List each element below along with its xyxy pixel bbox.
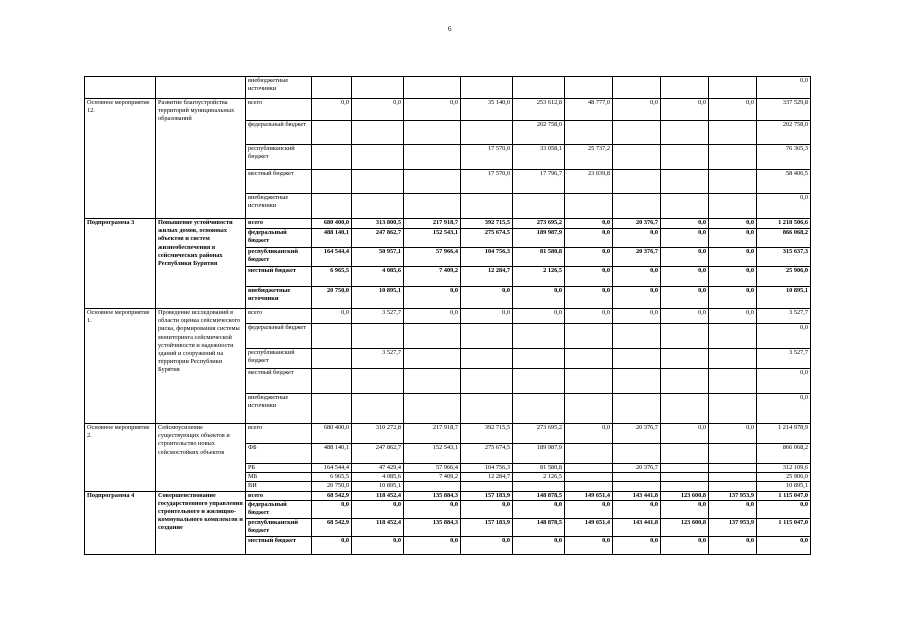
total-cell: 1 214 978,9	[757, 424, 811, 444]
amount-cell: 0,0	[312, 99, 352, 121]
table-row	[85, 309, 811, 324]
total-cell: 3 527,7	[757, 309, 811, 324]
amount-cell	[565, 473, 613, 482]
total-cell: 58 406,5	[757, 170, 811, 194]
amount-cell: 143 441,8	[613, 518, 661, 536]
amount-cell	[709, 482, 757, 491]
amount-cell	[613, 394, 661, 424]
amount-cell: 23 039,8	[565, 170, 613, 194]
amount-cell	[709, 194, 757, 219]
amount-cell	[661, 121, 709, 145]
amount-cell	[709, 170, 757, 194]
amount-cell	[613, 121, 661, 145]
amount-cell: 4 085,6	[352, 473, 404, 482]
amount-cell: 0,0	[661, 536, 709, 554]
amount-cell	[352, 145, 404, 170]
total-cell: 202 758,0	[757, 121, 811, 145]
amount-cell: 189 987,9	[513, 229, 565, 248]
total-cell: 25 906,0	[757, 473, 811, 482]
amount-cell: 0,0	[613, 536, 661, 554]
amount-cell: 118 452,4	[352, 491, 404, 500]
amount-cell: 104 756,3	[461, 464, 513, 473]
amount-cell: 0,0	[661, 309, 709, 324]
amount-cell: 0,0	[565, 536, 613, 554]
amount-cell: 20 750,0	[312, 287, 352, 309]
amount-cell: 35 140,0	[461, 99, 513, 121]
amount-cell	[513, 369, 565, 394]
amount-cell: 33 058,1	[513, 145, 565, 170]
amount-cell	[404, 349, 461, 369]
total-cell: 312 109,6	[757, 464, 811, 473]
activity-title: Основное мероприятие 2.	[85, 424, 156, 492]
activity-title: Подпрограмма 3	[85, 219, 156, 309]
activity-description: Совершенствование государственного управления строительного и жилищно-коммунального комплексов и создание	[156, 491, 246, 554]
amount-cell: 310 272,8	[352, 424, 404, 444]
amount-cell: 0,0	[661, 424, 709, 444]
amount-cell: 2 126,5	[513, 267, 565, 287]
amount-cell: 17 796,7	[513, 170, 565, 194]
amount-cell	[565, 444, 613, 464]
amount-cell: 0,0	[404, 500, 461, 518]
amount-cell	[661, 324, 709, 349]
funding-source: всего	[246, 309, 312, 324]
amount-cell: 164 544,4	[312, 464, 352, 473]
funding-source: внебюджетные источники	[246, 77, 312, 99]
amount-cell	[312, 324, 352, 349]
activity-description: Сейсмоусиление существующих объектов и строительство новых сейсмостойких объектов	[156, 424, 246, 492]
amount-cell	[312, 77, 352, 99]
amount-cell: 7 409,2	[404, 267, 461, 287]
total-cell: 866 068,2	[757, 229, 811, 248]
total-cell: 10 895,1	[757, 482, 811, 491]
amount-cell	[565, 324, 613, 349]
amount-cell: 0,0	[661, 500, 709, 518]
activity-description: Повышение устойчивости жилых домов, основных объектов и систем жизнеобеспечения в сейсмических районах Республики Бурятия	[156, 219, 246, 309]
amount-cell	[565, 77, 613, 99]
amount-cell: 149 651,4	[565, 491, 613, 500]
amount-cell: 2 126,5	[513, 473, 565, 482]
funding-source: ФБ	[246, 444, 312, 464]
amount-cell	[661, 349, 709, 369]
amount-cell: 0,0	[352, 500, 404, 518]
amount-cell	[661, 473, 709, 482]
amount-cell: 7 409,2	[404, 473, 461, 482]
table-row	[85, 77, 811, 99]
amount-cell	[661, 369, 709, 394]
funding-source: федеральный бюджет	[246, 324, 312, 349]
amount-cell	[613, 482, 661, 491]
amount-cell	[709, 369, 757, 394]
amount-cell: 57 966,4	[404, 464, 461, 473]
amount-cell	[352, 77, 404, 99]
amount-cell	[404, 170, 461, 194]
funding-source: местный бюджет	[246, 267, 312, 287]
funding-source: внебюджетные источники	[246, 194, 312, 219]
total-cell: 866 068,2	[757, 444, 811, 464]
amount-cell: 313 800,5	[352, 219, 404, 229]
amount-cell: 0,0	[565, 309, 613, 324]
amount-cell	[461, 482, 513, 491]
amount-cell	[513, 324, 565, 349]
amount-cell: 81 580,8	[513, 248, 565, 267]
amount-cell: 148 878,5	[513, 491, 565, 500]
amount-cell: 0,0	[613, 287, 661, 309]
amount-cell	[565, 394, 613, 424]
amount-cell	[461, 394, 513, 424]
amount-cell: 0,0	[613, 309, 661, 324]
amount-cell	[661, 464, 709, 473]
amount-cell: 0,0	[352, 536, 404, 554]
amount-cell	[404, 121, 461, 145]
amount-cell	[352, 369, 404, 394]
amount-cell	[312, 349, 352, 369]
amount-cell: 157 183,9	[461, 491, 513, 500]
funding-source: всего	[246, 219, 312, 229]
amount-cell: 0,0	[312, 536, 352, 554]
amount-cell	[565, 194, 613, 219]
total-cell: 0,0	[757, 394, 811, 424]
funding-source: РБ	[246, 464, 312, 473]
amount-cell: 0,0	[461, 287, 513, 309]
activity-title	[85, 77, 156, 99]
amount-cell: 0,0	[709, 309, 757, 324]
amount-cell	[709, 473, 757, 482]
page-number: 6	[448, 25, 452, 33]
amount-cell	[312, 194, 352, 219]
amount-cell: 253 612,8	[513, 99, 565, 121]
amount-cell: 0,0	[461, 500, 513, 518]
amount-cell	[661, 145, 709, 170]
amount-cell: 0,0	[565, 500, 613, 518]
amount-cell: 135 884,3	[404, 491, 461, 500]
amount-cell	[404, 194, 461, 219]
amount-cell: 17 570,0	[461, 145, 513, 170]
total-cell: 1 115 047,0	[757, 491, 811, 500]
total-cell: 1 218 506,6	[757, 219, 811, 229]
amount-cell: 0,0	[565, 219, 613, 229]
funding-source: внебюджетные источники	[246, 394, 312, 424]
amount-cell: 12 284,7	[461, 267, 513, 287]
amount-cell: 68 542,9	[312, 491, 352, 500]
amount-cell	[461, 77, 513, 99]
amount-cell: 6 965,5	[312, 267, 352, 287]
amount-cell	[709, 464, 757, 473]
amount-cell: 0,0	[661, 287, 709, 309]
amount-cell: 0,0	[404, 99, 461, 121]
amount-cell: 135 884,3	[404, 518, 461, 536]
amount-cell: 0,0	[513, 500, 565, 518]
amount-cell	[661, 394, 709, 424]
funding-source: республиканский бюджет	[246, 248, 312, 267]
amount-cell: 0,0	[709, 500, 757, 518]
amount-cell: 157 183,9	[461, 518, 513, 536]
amount-cell	[565, 349, 613, 369]
amount-cell: 247 862,7	[352, 444, 404, 464]
amount-cell: 0,0	[404, 536, 461, 554]
amount-cell: 0,0	[352, 99, 404, 121]
funding-source: местный бюджет	[246, 170, 312, 194]
total-cell: 0,0	[757, 194, 811, 219]
amount-cell: 680 400,0	[312, 219, 352, 229]
amount-cell: 0,0	[312, 500, 352, 518]
funding-source: всего	[246, 491, 312, 500]
amount-cell	[709, 121, 757, 145]
table-row	[85, 219, 811, 229]
amount-cell: 0,0	[513, 309, 565, 324]
amount-cell	[461, 194, 513, 219]
total-cell: 10 895,1	[757, 287, 811, 309]
amount-cell	[404, 394, 461, 424]
funding-source: ВИ	[246, 482, 312, 491]
amount-cell: 0,0	[461, 309, 513, 324]
amount-cell	[709, 145, 757, 170]
amount-cell	[404, 145, 461, 170]
amount-cell: 0,0	[709, 248, 757, 267]
amount-cell: 17 570,0	[461, 170, 513, 194]
amount-cell: 152 543,1	[404, 229, 461, 248]
amount-cell: 0,0	[565, 424, 613, 444]
amount-cell: 0,0	[661, 248, 709, 267]
amount-cell: 4 085,6	[352, 267, 404, 287]
amount-cell: 137 953,9	[709, 518, 757, 536]
amount-cell: 273 695,2	[513, 219, 565, 229]
amount-cell: 104 756,3	[461, 248, 513, 267]
amount-cell	[565, 464, 613, 473]
total-cell: 76 365,3	[757, 145, 811, 170]
amount-cell: 148 878,5	[513, 518, 565, 536]
total-cell: 315 637,3	[757, 248, 811, 267]
amount-cell: 680 400,0	[312, 424, 352, 444]
amount-cell: 68 542,9	[312, 518, 352, 536]
amount-cell: 392 715,5	[461, 424, 513, 444]
amount-cell: 0,0	[709, 536, 757, 554]
amount-cell: 0,0	[709, 287, 757, 309]
amount-cell: 0,0	[404, 309, 461, 324]
amount-cell: 0,0	[312, 309, 352, 324]
amount-cell	[613, 349, 661, 369]
amount-cell	[352, 170, 404, 194]
amount-cell	[404, 369, 461, 394]
amount-cell	[513, 482, 565, 491]
amount-cell: 149 651,4	[565, 518, 613, 536]
funding-source: федеральный бюджет	[246, 500, 312, 518]
amount-cell: 0,0	[709, 229, 757, 248]
amount-cell: 202 758,0	[513, 121, 565, 145]
funding-source: всего	[246, 424, 312, 444]
amount-cell	[709, 444, 757, 464]
amount-cell	[513, 194, 565, 219]
amount-cell: 217 918,7	[404, 219, 461, 229]
table-row	[85, 99, 811, 121]
funding-source: внебюджетные источники	[246, 287, 312, 309]
amount-cell: 123 600,8	[661, 518, 709, 536]
amount-cell: 488 140,1	[312, 229, 352, 248]
total-cell: 3 527,7	[757, 349, 811, 369]
amount-cell: 3 527,7	[352, 349, 404, 369]
activity-description: Проведение исследований в области оценка сейсмического риска, формирования системы мониторинга сейсмической устойчивости и надежности зданий и сооружений на территории Республики Бурятия	[156, 309, 246, 424]
amount-cell	[312, 145, 352, 170]
amount-cell	[709, 349, 757, 369]
amount-cell: 20 376,7	[613, 464, 661, 473]
amount-cell: 0,0	[661, 99, 709, 121]
amount-cell	[312, 121, 352, 145]
amount-cell	[661, 194, 709, 219]
amount-cell: 392 715,5	[461, 219, 513, 229]
amount-cell	[661, 170, 709, 194]
amount-cell	[709, 77, 757, 99]
amount-cell: 0,0	[661, 229, 709, 248]
funding-source: федеральный бюджет	[246, 121, 312, 145]
amount-cell: 275 674,5	[461, 444, 513, 464]
amount-cell: 6 965,5	[312, 473, 352, 482]
amount-cell: 152 543,1	[404, 444, 461, 464]
amount-cell	[312, 170, 352, 194]
amount-cell: 0,0	[404, 287, 461, 309]
amount-cell: 0,0	[661, 219, 709, 229]
amount-cell: 50 957,1	[352, 248, 404, 267]
amount-cell	[613, 145, 661, 170]
amount-cell: 0,0	[461, 536, 513, 554]
amount-cell: 0,0	[613, 99, 661, 121]
amount-cell: 488 140,1	[312, 444, 352, 464]
amount-cell: 57 966,4	[404, 248, 461, 267]
total-cell: 337 529,8	[757, 99, 811, 121]
activity-title: Основное мероприятие 1.	[85, 309, 156, 424]
amount-cell: 81 580,8	[513, 464, 565, 473]
amount-cell	[352, 324, 404, 349]
amount-cell: 247 862,7	[352, 229, 404, 248]
amount-cell	[404, 482, 461, 491]
amount-cell	[565, 121, 613, 145]
amount-cell	[613, 77, 661, 99]
total-cell: 0,0	[757, 500, 811, 518]
amount-cell	[709, 394, 757, 424]
amount-cell	[461, 369, 513, 394]
amount-cell: 0,0	[613, 500, 661, 518]
amount-cell	[613, 369, 661, 394]
amount-cell	[352, 394, 404, 424]
amount-cell: 0,0	[661, 267, 709, 287]
amount-cell: 0,0	[613, 267, 661, 287]
activity-description	[156, 77, 246, 99]
amount-cell: 118 452,4	[352, 518, 404, 536]
funding-source: республиканский бюджет	[246, 145, 312, 170]
total-cell: 25 906,0	[757, 267, 811, 287]
amount-cell: 20 376,7	[613, 219, 661, 229]
amount-cell: 12 284,7	[461, 473, 513, 482]
amount-cell: 189 987,9	[513, 444, 565, 464]
total-cell: 1 115 047,0	[757, 518, 811, 536]
table-row	[85, 491, 811, 500]
table-row	[85, 424, 811, 444]
amount-cell: 137 953,9	[709, 491, 757, 500]
amount-cell	[613, 170, 661, 194]
amount-cell	[661, 482, 709, 491]
amount-cell	[404, 324, 461, 349]
total-cell: 0,0	[757, 324, 811, 349]
activity-title: Подпрограмма 4	[85, 491, 156, 554]
amount-cell: 0,0	[565, 287, 613, 309]
funding-source: местный бюджет	[246, 369, 312, 394]
amount-cell	[513, 349, 565, 369]
program-funding-table	[84, 76, 811, 555]
amount-cell: 164 544,4	[312, 248, 352, 267]
amount-cell: 20 376,7	[613, 424, 661, 444]
amount-cell	[312, 394, 352, 424]
funding-source: всего	[246, 99, 312, 121]
amount-cell	[461, 349, 513, 369]
amount-cell: 0,0	[709, 219, 757, 229]
amount-cell: 275 674,5	[461, 229, 513, 248]
amount-cell	[352, 194, 404, 219]
amount-cell	[461, 324, 513, 349]
amount-cell: 20 376,7	[613, 248, 661, 267]
total-cell: 0,0	[757, 369, 811, 394]
amount-cell: 47 429,4	[352, 464, 404, 473]
amount-cell	[404, 77, 461, 99]
amount-cell	[312, 369, 352, 394]
funding-source: республиканский бюджет	[246, 518, 312, 536]
total-cell: 0,0	[757, 536, 811, 554]
amount-cell	[709, 324, 757, 349]
amount-cell	[613, 473, 661, 482]
amount-cell	[513, 394, 565, 424]
amount-cell: 217 918,7	[404, 424, 461, 444]
amount-cell: 25 737,2	[565, 145, 613, 170]
amount-cell: 0,0	[565, 267, 613, 287]
amount-cell: 0,0	[613, 229, 661, 248]
amount-cell	[661, 444, 709, 464]
amount-cell: 3 527,7	[352, 309, 404, 324]
activity-title: Основное мероприятие 12.	[85, 99, 156, 219]
amount-cell: 0,0	[709, 267, 757, 287]
amount-cell: 143 441,8	[613, 491, 661, 500]
activity-description: Развитие благоустройства территорий муниципальных образований	[156, 99, 246, 219]
funding-source: федеральный бюджет	[246, 229, 312, 248]
funding-source: республиканский бюджет	[246, 349, 312, 369]
amount-cell: 0,0	[565, 229, 613, 248]
amount-cell: 273 695,2	[513, 424, 565, 444]
amount-cell: 0,0	[513, 536, 565, 554]
amount-cell	[461, 121, 513, 145]
amount-cell	[565, 482, 613, 491]
amount-cell	[513, 77, 565, 99]
amount-cell	[613, 444, 661, 464]
amount-cell: 10 895,1	[352, 287, 404, 309]
amount-cell	[661, 77, 709, 99]
amount-cell	[352, 121, 404, 145]
amount-cell: 0,0	[565, 248, 613, 267]
funding-source: местный бюджет	[246, 536, 312, 554]
amount-cell: 0,0	[513, 287, 565, 309]
amount-cell: 10 895,1	[352, 482, 404, 491]
amount-cell	[613, 324, 661, 349]
amount-cell: 0,0	[709, 99, 757, 121]
funding-source: МБ	[246, 473, 312, 482]
amount-cell: 123 600,8	[661, 491, 709, 500]
amount-cell: 48 777,0	[565, 99, 613, 121]
total-cell: 0,0	[757, 77, 811, 99]
amount-cell: 20 750,0	[312, 482, 352, 491]
amount-cell	[565, 369, 613, 394]
amount-cell	[613, 194, 661, 219]
amount-cell: 0,0	[709, 424, 757, 444]
